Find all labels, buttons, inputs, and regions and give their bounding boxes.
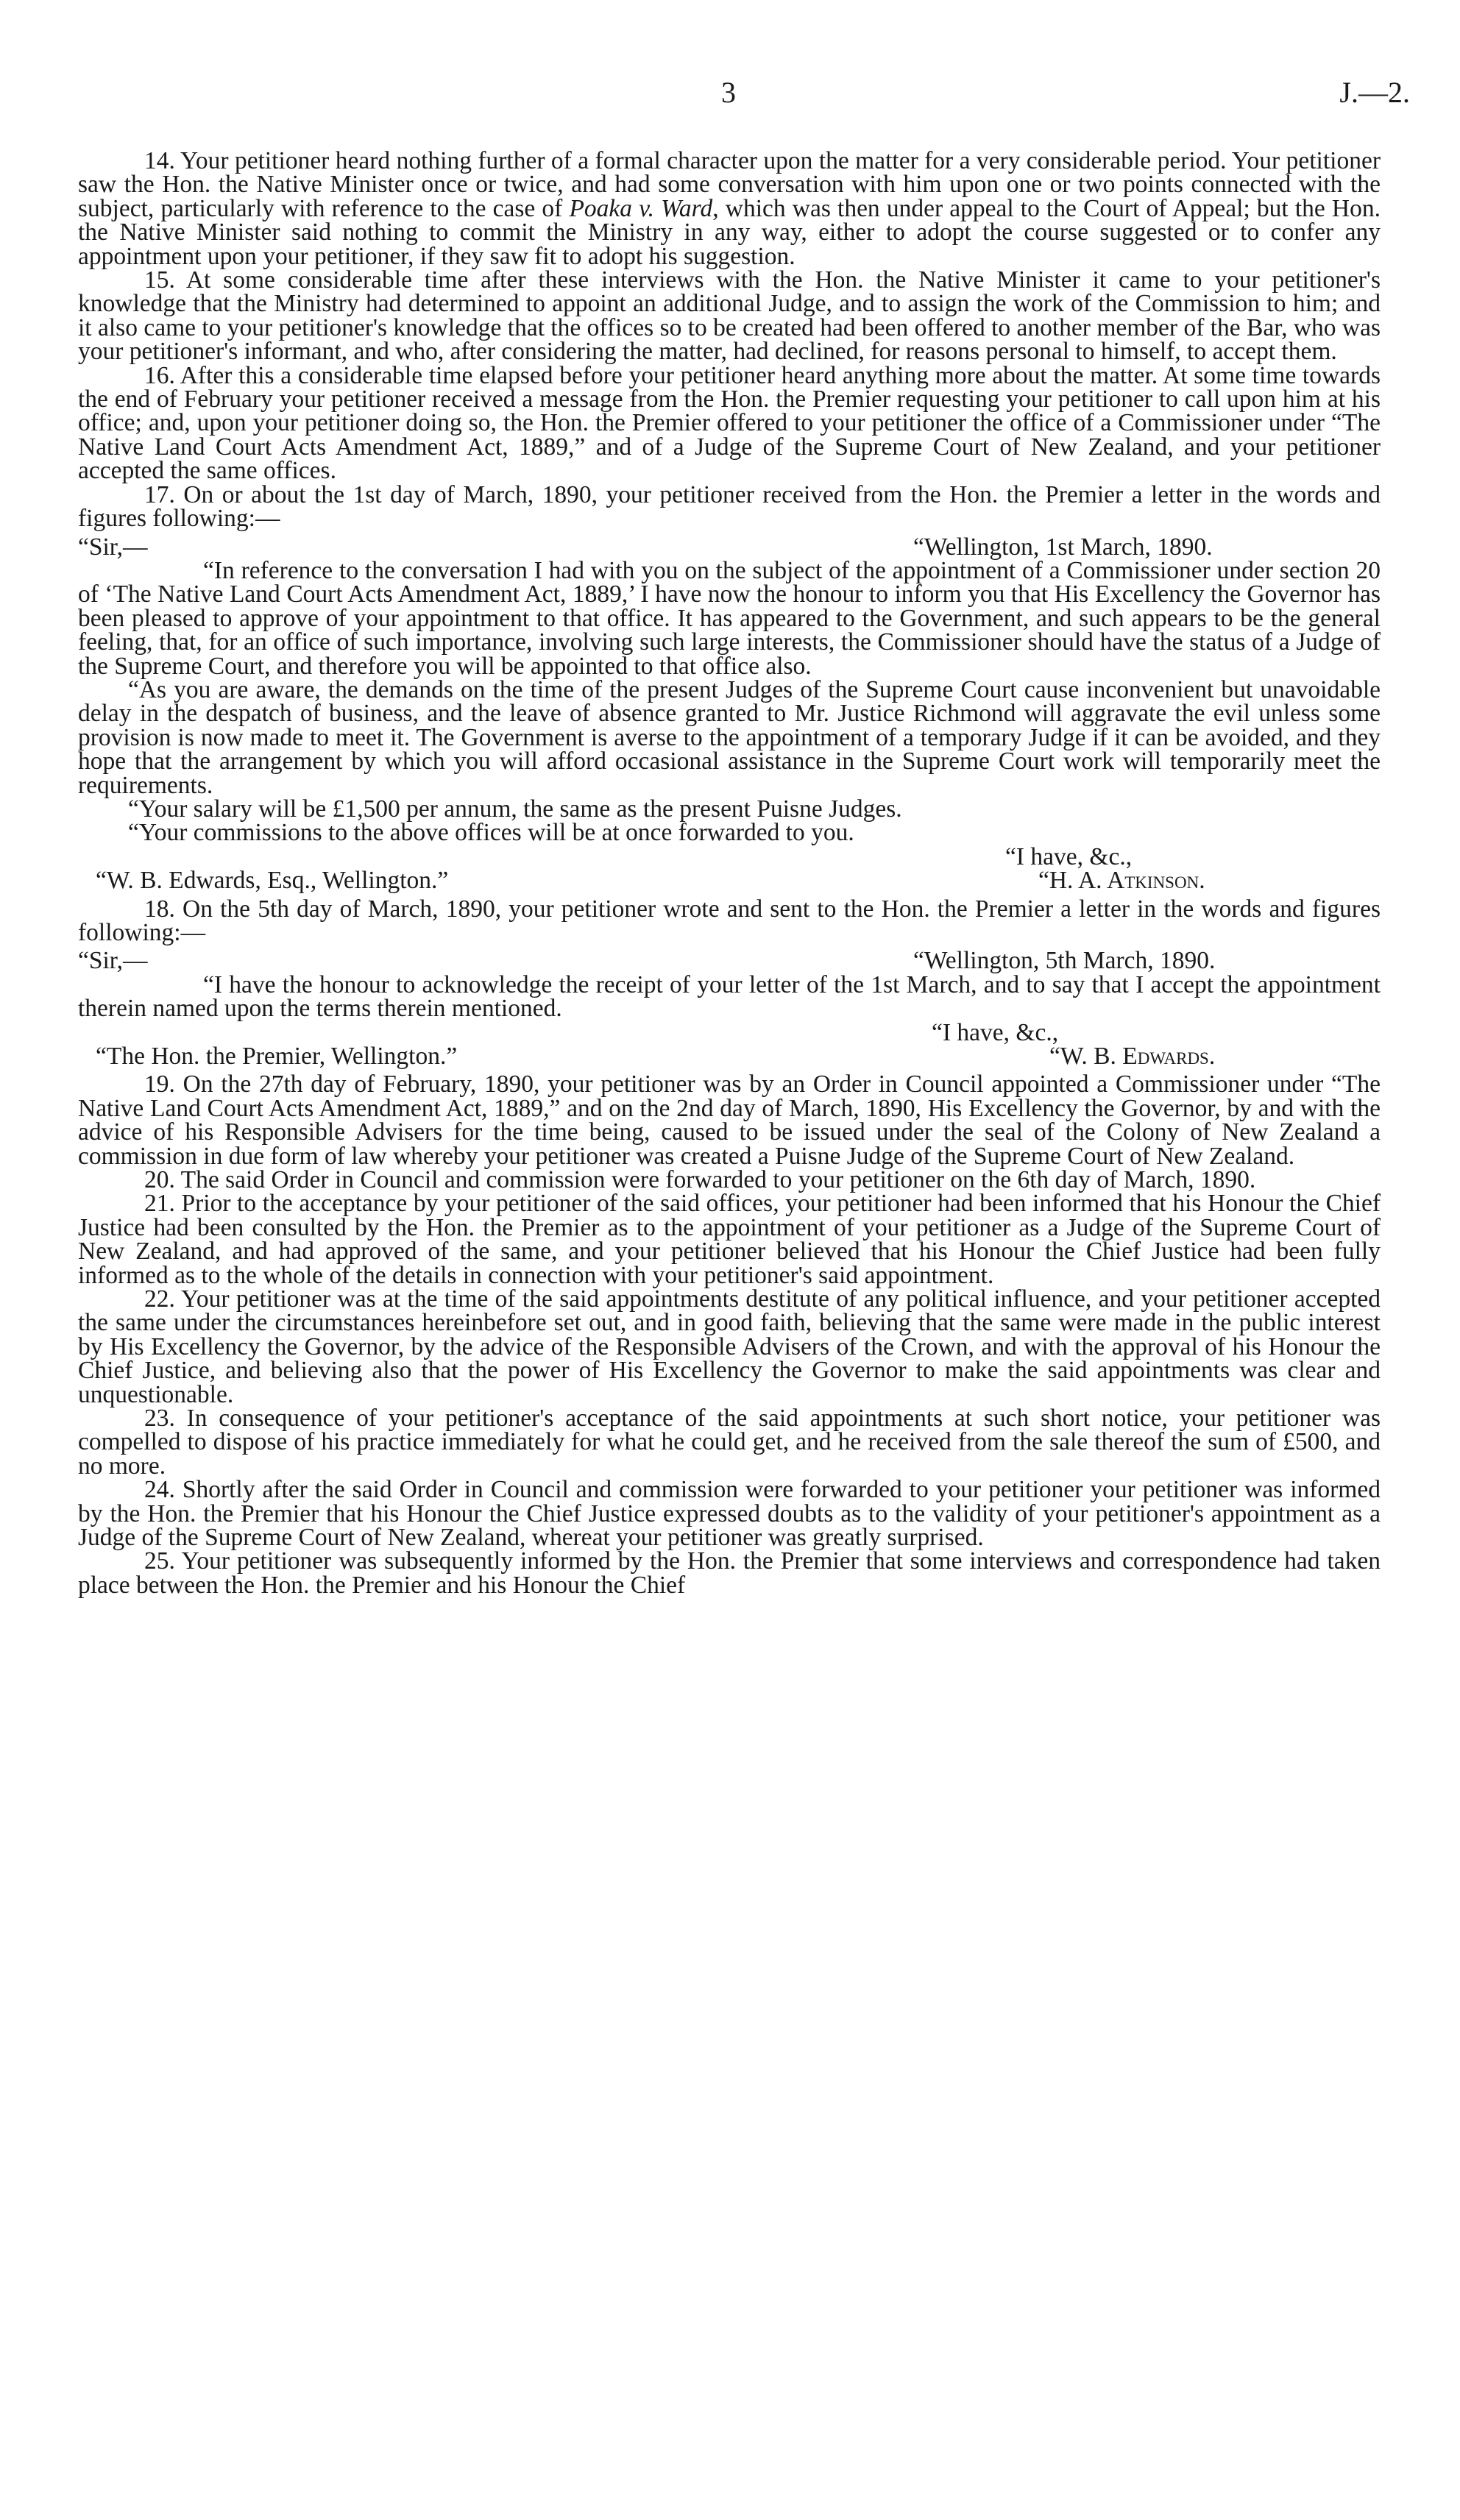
letter2-addressee: “The Hon. the Premier, Wellington.” (96, 1042, 458, 1070)
letter1-body-3: “Your salary will be £1,500 per annum, the same as the present Puisne Judges. (128, 795, 902, 823)
letter2-place-date: “Wellington, 5th March, 1890. (913, 947, 1216, 975)
document-reference: J.—2. (1339, 76, 1410, 109)
paragraph-21: 21. Prior to the acceptance by your petitioner of the said offices, your petitioner had been informed that his Honour the Chief Justice had been consulted by the Hon. the Premier as to the appointment of your petitioner as a Judge of the Supreme Court of New Zealand, and had approved of the same, and your petitioner believed that his Honour the Chief Justice had been fully informed as to the whole of the details in connection with your petitioner's said appointment. (78, 1190, 1381, 1289)
letter2-signature: “W. B. Edwards. (1049, 1042, 1216, 1070)
letter1-closing: “I have, &c., (1005, 842, 1133, 870)
body-text (78, 149, 1381, 1597)
paragraph-19: 19. On the 27th day of February, 1890, your petitioner was by an Order in Council appointed a Commissioner under “The Native Land Court Acts Amendment Act, 1889,” and on the 2nd day of March, 1890, His Excellency the Governor, by and with the advice of his Responsible Advisers for the time being, caused to be issued under the seal of the Colony of New Zealand a commission in due form of law whereby your petitioner was created a Puisne Judge of the Supreme Court of New Zealand. (78, 1071, 1381, 1170)
paragraph-17: 17. On or about the 1st day of March, 1890, your petitioner received from the Hon. the Premier a letter in the words and figures following:— (78, 480, 1381, 533)
letter1-heading (78, 533, 1381, 561)
paragraph-16: 16. After this a considerable time elapsed before your petitioner heard anything more about the matter. At some time towards the end of February your petitioner received a message from the Hon. the Premier requesting your petitioner to call upon him at his office; and, upon your petitioner doing so, the Hon. the Premier offered to your petitioner the office of a Commissioner under “The Native Land Court Acts Amendment Act, 1889,” and of a Judge of the Supreme Court of New Zealand, and your petitioner accepted the same offices. (78, 361, 1381, 485)
letter2-heading (78, 949, 1381, 973)
letter1-signoff (78, 867, 1381, 895)
paragraph-20: 20. The said Order in Council and commission were forwarded to your petitioner on the 6th day of March, 1890. (144, 1165, 1256, 1193)
letter1-place-date: “Wellington, 1st March, 1890. (913, 533, 1213, 561)
paragraph-14: 14. Your petitioner heard nothing further of a formal character upon the matter for a very considerable period. Your petitioner saw the Hon. the Native Minister once or twice, and had some conversation with him upon one or two points connected with the subject, particularly with reference to the case of Poaka v. Ward, which was then under appeal to the Court of Appeal; but the Hon. the Native Minister said nothing to commit the Ministry in any way, either to adopt the course suggested or to confer any appointment upon your petitioner, if they saw fit to adopt his suggestion. (78, 147, 1381, 270)
letter2-salutation: “Sir,— (78, 947, 148, 975)
case-citation: Poaka v. Ward (569, 194, 713, 222)
letter2-body: “I have the honour to acknowledge the receipt of your letter of the 1st March, and to say that I accept the appointment therein named upon the terms therein mentioned. (78, 970, 1381, 1023)
paragraph-25: 25. Your petitioner was subsequently informed by the Hon. the Premier that some interviews and correspondence had taken place between the Hon. the Premier and his Honour the Chief (78, 1547, 1381, 1599)
paragraph-22: 22. Your petitioner was at the time of the said appointments destitute of any political influence, and your petitioner accepted the same under the circumstances hereinbefore set out, and in good faith, believing that the same were made in the public interest by His Excellency the Governor, by the advice of the Responsible Advisers of the Crown, and with the approval of his Honour the Chief Justice, and believing also that the power of His Excellency the Governor to make the said appointments was clear and unquestionable. (78, 1285, 1381, 1408)
paragraph-24: 24. Shortly after the said Order in Council and commission were forwarded to your petitioner your petitioner was informed by the Hon. the Premier that his Honour the Chief Justice expressed doubts as to the validity of your petitioner's appointment as a Judge of the Supreme Court of New Zealand, whereat your petitioner was greatly surprised. (78, 1476, 1381, 1552)
letter1-body-2: “As you are aware, the demands on the time of the present Judges of the Supreme Court cause inconvenient but unavoidable delay in the despatch of business, and the leave of absence granted to Mr. Justice Richmond will aggravate the evil unless some provision is now made to meet it. The Government is averse to the appointment of a temporary Judge if it can be avoided, and they hope that the arrangement by which you will afford occasional assistance in the Supreme Court work will temporarily meet the requirements. (78, 675, 1381, 799)
paragraph-15: 15. At some considerable time after these interviews with the Hon. the Native Minister it came to your petitioner's knowledge that the Ministry had determined to appoint an additional Judge, and to assign the work of the Commission to him; and it also came to your petitioner's knowledge that the offices so to be created had been offered to another member of the Bar, who was your petitioner's informant, and who, after considering the matter, had declined, for reasons personal to himself, to accept them. (78, 266, 1381, 366)
letter2-closing: “I have, &c., (932, 1018, 1059, 1046)
letter1-signature: “H. A. Atkinson. (1038, 867, 1205, 895)
page-header (0, 76, 1460, 118)
letter1-salutation: “Sir,— (78, 533, 148, 561)
letter2-closing-row (78, 1018, 1381, 1046)
letter1-body-4: “Your commissions to the above offices will be at once forwarded to you. (128, 819, 854, 847)
letter2-signoff (78, 1042, 1381, 1070)
paragraph-23: 23. In consequence of your petitioner's acceptance of the said appointments at such short notice, your petitioner was compelled to dispose of his practice immediately for what he could get, and he received from the sale thereof the sum of £500, and no more. (78, 1405, 1381, 1480)
page-number: 3 (721, 76, 736, 109)
letter1-closing-row (78, 842, 1381, 870)
letter1-addressee: “W. B. Edwards, Esq., Wellington.” (96, 867, 449, 895)
letter1-body-1: “In reference to the conversation I had with you on the subject of the appointment of a Commissioner under section 20 of ‘The Native Land Court Acts Amendment Act, 1889,’ I have now the honour to inform you that His Excellency the Governor has been pleased to approve of your appointment to that office. It has appeared to the Government, and such appears to be the general feeling, that, for an office of such importance, involving such large interests, the Commissioner should have the status of a Judge of the Supreme Court, and therefore you will be appointed to that office also. (78, 556, 1381, 680)
paragraph-18: 18. On the 5th day of March, 1890, your petitioner wrote and sent to the Hon. the Premier a letter in the words and figures following:— (78, 895, 1381, 946)
